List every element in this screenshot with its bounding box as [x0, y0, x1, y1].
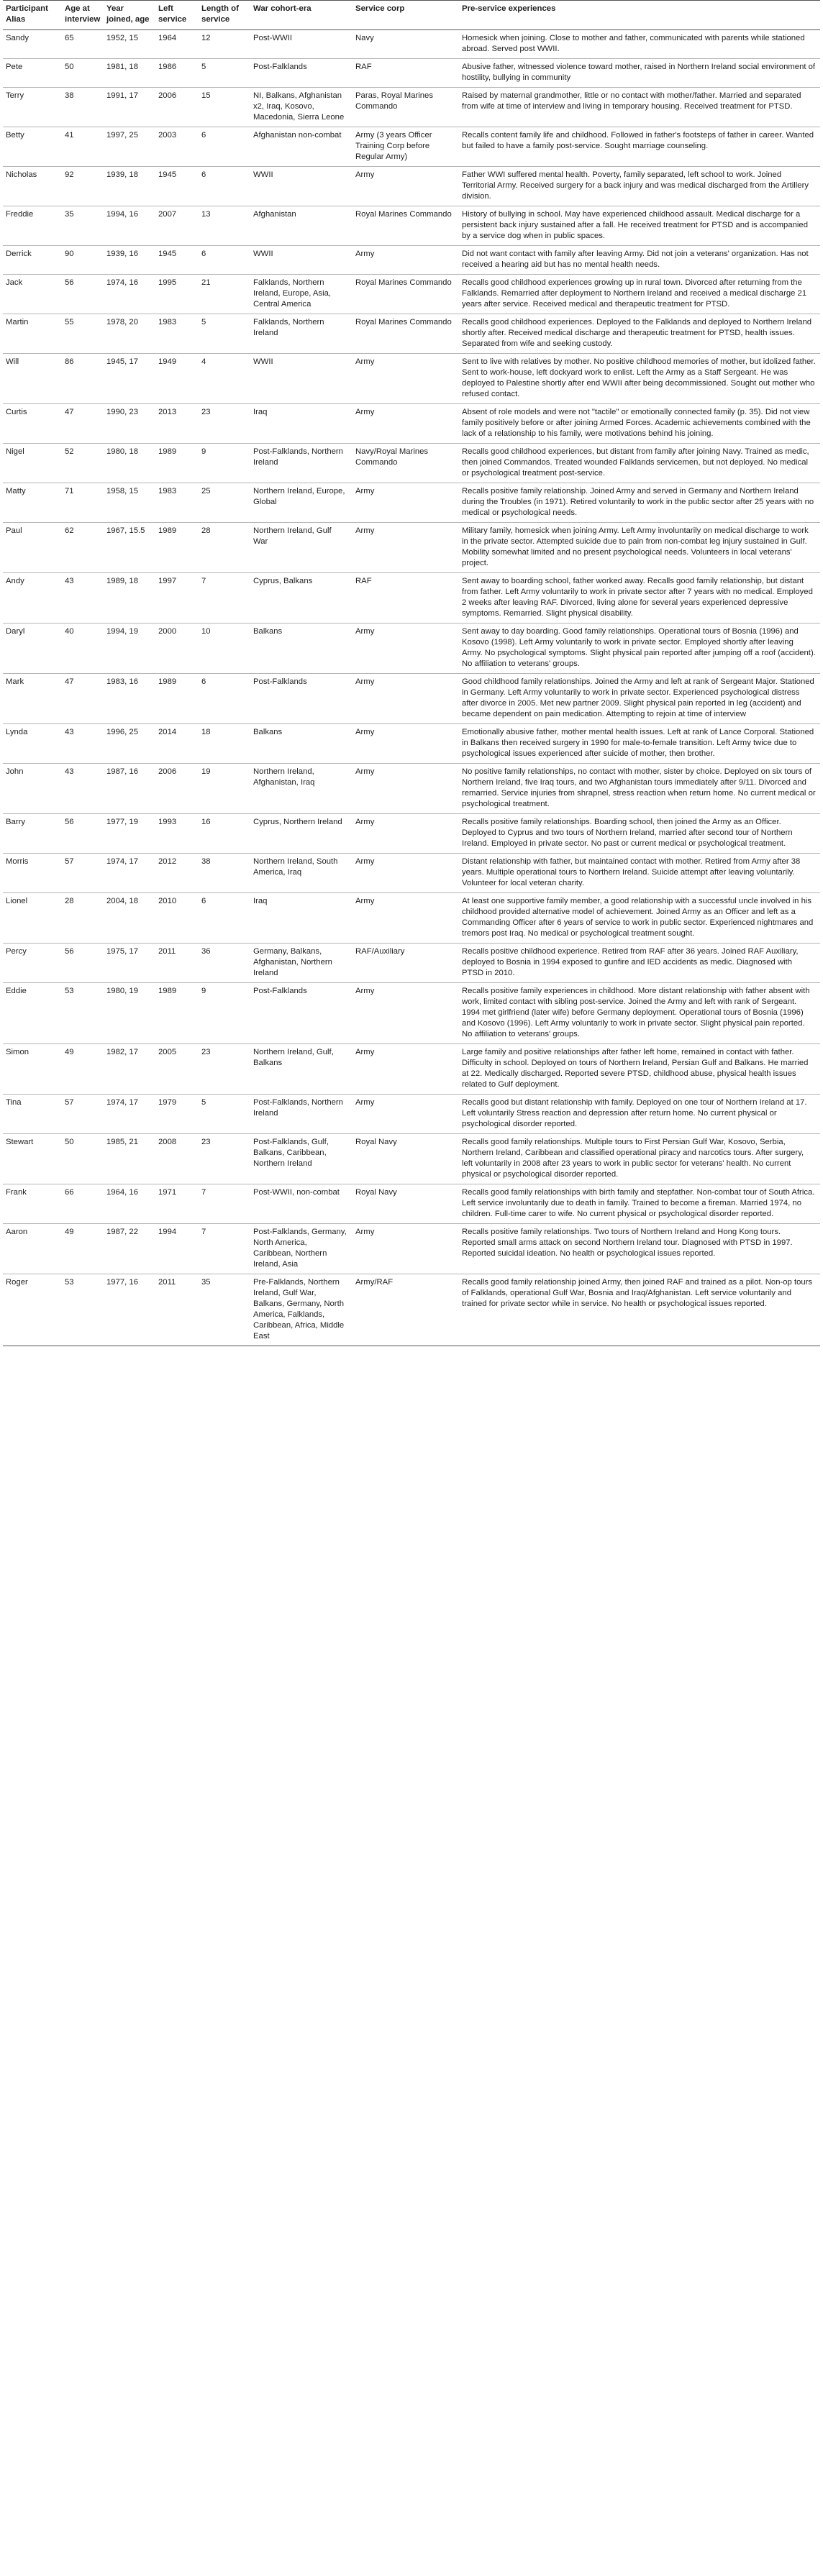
participant-alias-cell: Simon	[3, 1044, 62, 1095]
war-cohort-era-cell: Iraq	[250, 404, 353, 444]
participant-alias-cell: Morris	[3, 854, 62, 893]
service-corp-cell: Royal Marines Commando	[353, 314, 459, 354]
age-at-interview-cell: 56	[62, 944, 104, 983]
left-service-cell: 1986	[155, 59, 199, 88]
length-of-service-cell: 7	[199, 1184, 250, 1224]
age-at-interview-cell: 49	[62, 1224, 104, 1274]
participant-alias-cell: Nicholas	[3, 167, 62, 206]
table-row	[3, 1095, 820, 1134]
pre-service-experiences-cell: Large family and positive relationships after father left home, remained in contact with father. Difficulty in school. Deployed on tours of Northern Ireland, Persian Gulf and Balkans. He married at 22. Medically discharged. Reported severe PTSD, childhood abuse, physical health issues related to Gulf deployment.	[459, 1044, 820, 1095]
table-row	[3, 444, 820, 483]
left-service-cell: 1983	[155, 483, 199, 523]
war-cohort-era-cell: Afghanistan	[250, 206, 353, 246]
service-corp-cell: Royal Marines Commando	[353, 275, 459, 314]
age-at-interview-cell: 28	[62, 893, 104, 944]
table-row	[3, 314, 820, 354]
age-at-interview-cell: 71	[62, 483, 104, 523]
pre-service-experiences-cell: Recalls good but distant relationship with family. Deployed on one tour of Northern Ireland at 17. Left voluntarily Stress reaction and depression after return home. No current physical or psychological disorder reported.	[459, 1095, 820, 1134]
pre-service-experiences-cell: No positive family relationships, no contact with mother, sister by choice. Deployed on six tours of Northern Ireland, five Iraq tours, and two Afghanistan tours immediately after 9/11. Divorced and remarried. Service injuries from shrapnel, stress reaction when return home. No current medical or psychological treatment.	[459, 764, 820, 814]
year-joined-age-cell: 1980, 19	[104, 983, 155, 1044]
pre-service-experiences-cell: History of bullying in school. May have experienced childhood assault. Medical discharge for a persistent back injury sustained after a fall. He received treatment for PTSD and is accompanied by a service dog when in public spaces.	[459, 206, 820, 246]
left-service-cell: 1995	[155, 275, 199, 314]
year-joined-age-cell: 1987, 22	[104, 1224, 155, 1274]
service-corp-cell: RAF	[353, 573, 459, 624]
length-of-service-cell: 6	[199, 674, 250, 724]
year-joined-age-cell: 1974, 17	[104, 854, 155, 893]
year-joined-age-cell: 1991, 17	[104, 88, 155, 127]
length-of-service-cell: 4	[199, 354, 250, 404]
table-row	[3, 814, 820, 854]
participant-alias-cell: Martin	[3, 314, 62, 354]
participant-alias-cell: Terry	[3, 88, 62, 127]
left-service-cell: 1983	[155, 314, 199, 354]
participant-alias-cell: Eddie	[3, 983, 62, 1044]
age-at-interview-cell: 53	[62, 1274, 104, 1346]
age-at-interview-cell: 43	[62, 764, 104, 814]
war-cohort-era-cell: Falklands, Northern Ireland, Europe, Asia, Central America	[250, 275, 353, 314]
service-corp-cell: Army	[353, 893, 459, 944]
table-row	[3, 724, 820, 764]
war-cohort-era-cell: Post-Falklands, Northern Ireland	[250, 1095, 353, 1134]
service-corp-cell: Army	[353, 724, 459, 764]
header-year-joined-age: Year joined, age	[104, 1, 155, 30]
pre-service-experiences-cell: Recalls good family relationships. Multiple tours to First Persian Gulf War, Kosovo, Serbia, Northern Ireland, Caribbean and classified operational piracy and narcotics tours. After surgery, left voluntarily in 2008 after 23 years to work in public sector for veterans' health. No current physical or psychological disorder reported.	[459, 1134, 820, 1184]
left-service-cell: 2014	[155, 724, 199, 764]
age-at-interview-cell: 50	[62, 1134, 104, 1184]
header-service-corp: Service corp	[353, 1, 459, 30]
year-joined-age-cell: 1939, 16	[104, 246, 155, 275]
length-of-service-cell: 23	[199, 404, 250, 444]
war-cohort-era-cell: Pre-Falklands, Northern Ireland, Gulf War, Balkans, Germany, North America, Falklands, Caribbean, Africa, Middle East	[250, 1274, 353, 1346]
participant-alias-cell: Jack	[3, 275, 62, 314]
table-row	[3, 206, 820, 246]
age-at-interview-cell: 38	[62, 88, 104, 127]
table-row	[3, 30, 820, 59]
age-at-interview-cell: 66	[62, 1184, 104, 1224]
table-row	[3, 483, 820, 523]
participant-alias-cell: Barry	[3, 814, 62, 854]
left-service-cell: 2011	[155, 1274, 199, 1346]
length-of-service-cell: 7	[199, 1224, 250, 1274]
war-cohort-era-cell: Post-Falklands, Northern Ireland	[250, 444, 353, 483]
service-corp-cell: Army	[353, 764, 459, 814]
length-of-service-cell: 5	[199, 314, 250, 354]
pre-service-experiences-cell: Emotionally abusive father, mother mental health issues. Left at rank of Lance Corporal. Stationed in Balkans then received surgery in 1990 for male-to-female transition. Left Army twice due to psychological issues experienced after suicide of mother, then brother.	[459, 724, 820, 764]
length-of-service-cell: 36	[199, 944, 250, 983]
left-service-cell: 2005	[155, 1044, 199, 1095]
table-row	[3, 983, 820, 1044]
year-joined-age-cell: 1997, 25	[104, 127, 155, 167]
war-cohort-era-cell: Iraq	[250, 893, 353, 944]
length-of-service-cell: 35	[199, 1274, 250, 1346]
participant-alias-cell: Matty	[3, 483, 62, 523]
table-body	[3, 30, 820, 1346]
pre-service-experiences-cell: Military family, homesick when joining Army. Left Army involuntarily on medical discharge to work in the private sector. Attempted suicide due to pain from non-combat leg injury sustained in Gulf. Mobility somewhat limited and no present psychological needs. Volunteers in local veterans' project.	[459, 523, 820, 573]
war-cohort-era-cell: Post-Falklands	[250, 674, 353, 724]
year-joined-age-cell: 1983, 16	[104, 674, 155, 724]
table-row	[3, 1134, 820, 1184]
left-service-cell: 1949	[155, 354, 199, 404]
participant-alias-cell: Derrick	[3, 246, 62, 275]
pre-service-experiences-cell: Raised by maternal grandmother, little or no contact with mother/father. Married and separated from wife at time of interview and living in temporary housing. Received treatment for PTSD.	[459, 88, 820, 127]
table-row	[3, 1044, 820, 1095]
year-joined-age-cell: 1952, 15	[104, 30, 155, 59]
length-of-service-cell: 9	[199, 983, 250, 1044]
length-of-service-cell: 5	[199, 59, 250, 88]
left-service-cell: 1964	[155, 30, 199, 59]
length-of-service-cell: 6	[199, 893, 250, 944]
year-joined-age-cell: 1989, 18	[104, 573, 155, 624]
length-of-service-cell: 13	[199, 206, 250, 246]
year-joined-age-cell: 1958, 15	[104, 483, 155, 523]
age-at-interview-cell: 65	[62, 30, 104, 59]
age-at-interview-cell: 92	[62, 167, 104, 206]
header-pre-service-experiences: Pre-service experiences	[459, 1, 820, 30]
service-corp-cell: Paras, Royal Marines Commando	[353, 88, 459, 127]
length-of-service-cell: 6	[199, 127, 250, 167]
left-service-cell: 1971	[155, 1184, 199, 1224]
service-corp-cell: Navy	[353, 30, 459, 59]
age-at-interview-cell: 57	[62, 1095, 104, 1134]
service-corp-cell: Army	[353, 1224, 459, 1274]
left-service-cell: 2008	[155, 1134, 199, 1184]
header-left-service: Left service	[155, 1, 199, 30]
participant-alias-cell: Roger	[3, 1274, 62, 1346]
participant-alias-cell: John	[3, 764, 62, 814]
year-joined-age-cell: 1939, 18	[104, 167, 155, 206]
length-of-service-cell: 18	[199, 724, 250, 764]
service-corp-cell: Army	[353, 1095, 459, 1134]
participants-table	[3, 0, 820, 1346]
participant-alias-cell: Mark	[3, 674, 62, 724]
length-of-service-cell: 12	[199, 30, 250, 59]
table-row	[3, 88, 820, 127]
table-row	[3, 59, 820, 88]
year-joined-age-cell: 1964, 16	[104, 1184, 155, 1224]
participant-alias-cell: Aaron	[3, 1224, 62, 1274]
age-at-interview-cell: 43	[62, 724, 104, 764]
participant-alias-cell: Tina	[3, 1095, 62, 1134]
pre-service-experiences-cell: Sent to live with relatives by mother. No positive childhood memories of mother, but idolized father. Sent to work-house, left dockyard work to enlist. Left the Army as a Staff Sergeant. He was deployed to Palestine shortly after end WWII after being decommissioned. Sought out mother who refused contact.	[459, 354, 820, 404]
service-corp-cell: Army	[353, 404, 459, 444]
table-row	[3, 1274, 820, 1346]
service-corp-cell: Royal Navy	[353, 1184, 459, 1224]
left-service-cell: 2006	[155, 88, 199, 127]
header-participant-alias: Participant Alias	[3, 1, 62, 30]
war-cohort-era-cell: Cyprus, Balkans	[250, 573, 353, 624]
year-joined-age-cell: 1981, 18	[104, 59, 155, 88]
war-cohort-era-cell: WWII	[250, 354, 353, 404]
age-at-interview-cell: 56	[62, 814, 104, 854]
left-service-cell: 2003	[155, 127, 199, 167]
service-corp-cell: Army	[353, 1044, 459, 1095]
war-cohort-era-cell: Post-Falklands	[250, 983, 353, 1044]
pre-service-experiences-cell: Absent of role models and were not "tactile" or emotionally connected family (p. 35). Did not view family positively before or after joining Armed Forces. Academic achievements combined with the lack of a relationship to his family, were motivations behind his joining.	[459, 404, 820, 444]
left-service-cell: 1989	[155, 523, 199, 573]
war-cohort-era-cell: Northern Ireland, Gulf, Balkans	[250, 1044, 353, 1095]
table-row	[3, 1184, 820, 1224]
service-corp-cell: Army (3 years Officer Training Corp before Regular Army)	[353, 127, 459, 167]
year-joined-age-cell: 1982, 17	[104, 1044, 155, 1095]
left-service-cell: 1997	[155, 573, 199, 624]
pre-service-experiences-cell: Recalls good family relationship joined Army, then joined RAF and trained as a pilot. Non-op tours of Falklands, operational Gulf War, Bosnia and Iraq/Afghanistan. Left service voluntarily and trained for private sector while in service. No health or psychological issues reported.	[459, 1274, 820, 1346]
pre-service-experiences-cell: At least one supportive family member, a good relationship with a successful uncle involved in his childhood provided alternative model of achievement. Joined Army as an Officer and left as a Commanding Officer after 6 years of service to work in public sector. Experienced nightmares and tremors post Iraq. No medical or psychological treatment sought.	[459, 893, 820, 944]
year-joined-age-cell: 1994, 19	[104, 624, 155, 674]
pre-service-experiences-cell: Recalls positive family relationships. Two tours of Northern Ireland and Hong Kong tours. Reported small arms attack on second Northern Ireland tour. Diagnosed with PTSD in 1997. Reported suicidal ideation. No health or psychological issues reported.	[459, 1224, 820, 1274]
length-of-service-cell: 28	[199, 523, 250, 573]
left-service-cell: 1993	[155, 814, 199, 854]
year-joined-age-cell: 1996, 25	[104, 724, 155, 764]
year-joined-age-cell: 1974, 17	[104, 1095, 155, 1134]
war-cohort-era-cell: Post-WWII	[250, 30, 353, 59]
service-corp-cell: Army	[353, 167, 459, 206]
war-cohort-era-cell: Northern Ireland, Afghanistan, Iraq	[250, 764, 353, 814]
pre-service-experiences-cell: Sent away to day boarding. Good family relationships. Operational tours of Bosnia (1996) and Kosovo (1998). Left Army voluntarily to work in private sector. Employed shortly after leaving Army. No psychological symptoms. Slight physical pain reported after jumping off a roof (accident). No affiliation to veterans' groups.	[459, 624, 820, 674]
service-corp-cell: RAF/Auxiliary	[353, 944, 459, 983]
header-age-at-interview: Age at interview	[62, 1, 104, 30]
pre-service-experiences-cell: Recalls positive family relationships. Boarding school, then joined the Army as an Officer. Deployed to Cyprus and two tours of Northern Ireland, married after second tour of Northern Ireland. Employed in private sector. No past or current medical or psychological treatment.	[459, 814, 820, 854]
length-of-service-cell: 38	[199, 854, 250, 893]
service-corp-cell: Army	[353, 624, 459, 674]
length-of-service-cell: 7	[199, 573, 250, 624]
war-cohort-era-cell: Post-WWII, non-combat	[250, 1184, 353, 1224]
service-corp-cell: Navy/Royal Marines Commando	[353, 444, 459, 483]
length-of-service-cell: 6	[199, 167, 250, 206]
participant-alias-cell: Lionel	[3, 893, 62, 944]
table-row	[3, 1224, 820, 1274]
war-cohort-era-cell: Cyprus, Northern Ireland	[250, 814, 353, 854]
table-row	[3, 523, 820, 573]
table-row	[3, 354, 820, 404]
age-at-interview-cell: 52	[62, 444, 104, 483]
age-at-interview-cell: 40	[62, 624, 104, 674]
war-cohort-era-cell: Post-Falklands, Gulf, Balkans, Caribbean, Northern Ireland	[250, 1134, 353, 1184]
year-joined-age-cell: 1945, 17	[104, 354, 155, 404]
left-service-cell: 1989	[155, 674, 199, 724]
length-of-service-cell: 15	[199, 88, 250, 127]
age-at-interview-cell: 86	[62, 354, 104, 404]
length-of-service-cell: 19	[199, 764, 250, 814]
participant-alias-cell: Curtis	[3, 404, 62, 444]
service-corp-cell: Army	[353, 854, 459, 893]
participant-alias-cell: Freddie	[3, 206, 62, 246]
table-header-row	[3, 1, 820, 30]
participant-alias-cell: Betty	[3, 127, 62, 167]
left-service-cell: 2000	[155, 624, 199, 674]
pre-service-experiences-cell: Sent away to boarding school, father worked away. Recalls good family relationship, but distant from father. Left Army voluntarily to work in private sector after 7 years with no medical. Employed 2 weeks after leaving RAF. Divorced, living alone for several years experienced depressive symptoms. Remarried. Slight physical disability.	[459, 573, 820, 624]
age-at-interview-cell: 57	[62, 854, 104, 893]
left-service-cell: 1989	[155, 444, 199, 483]
pre-service-experiences-cell: Recalls positive family relationship. Joined Army and served in Germany and Northern Ireland during the Troubles (in 1971). Retired voluntarily to work in the public sector after 25 years with no medical or psychological needs.	[459, 483, 820, 523]
year-joined-age-cell: 1967, 15.5	[104, 523, 155, 573]
pre-service-experiences-cell: Recalls good childhood experiences. Deployed to the Falklands and deployed to Northern Ireland shortly after. Received medical discharge and therapeutic treatment for PTSD, health issues. Separated from wife and seeking custody.	[459, 314, 820, 354]
war-cohort-era-cell: Afghanistan non-combat	[250, 127, 353, 167]
table-row	[3, 854, 820, 893]
age-at-interview-cell: 47	[62, 404, 104, 444]
participant-alias-cell: Nigel	[3, 444, 62, 483]
length-of-service-cell: 10	[199, 624, 250, 674]
war-cohort-era-cell: Balkans	[250, 724, 353, 764]
left-service-cell: 2013	[155, 404, 199, 444]
year-joined-age-cell: 1985, 21	[104, 1134, 155, 1184]
participant-alias-cell: Pete	[3, 59, 62, 88]
age-at-interview-cell: 50	[62, 59, 104, 88]
pre-service-experiences-cell: Father WWI suffered mental health. Poverty, family separated, left school to work. Joined Territorial Army. Received surgery for a back injury and was medical discharged from the Artillery division.	[459, 167, 820, 206]
left-service-cell: 2011	[155, 944, 199, 983]
service-corp-cell: Army	[353, 674, 459, 724]
pre-service-experiences-cell: Homesick when joining. Close to mother and father, communicated with parents while stationed abroad. Served post WWII.	[459, 30, 820, 59]
service-corp-cell: RAF	[353, 59, 459, 88]
table-row	[3, 764, 820, 814]
table-row	[3, 944, 820, 983]
participant-alias-cell: Andy	[3, 573, 62, 624]
left-service-cell: 1945	[155, 167, 199, 206]
table-row	[3, 893, 820, 944]
left-service-cell: 2006	[155, 764, 199, 814]
service-corp-cell: Army/RAF	[353, 1274, 459, 1346]
age-at-interview-cell: 62	[62, 523, 104, 573]
participant-alias-cell: Sandy	[3, 30, 62, 59]
left-service-cell: 1989	[155, 983, 199, 1044]
length-of-service-cell: 6	[199, 246, 250, 275]
war-cohort-era-cell: NI, Balkans, Afghanistan x2, Iraq, Kosovo, Macedonia, Sierra Leone	[250, 88, 353, 127]
service-corp-cell: Army	[353, 814, 459, 854]
year-joined-age-cell: 1978, 20	[104, 314, 155, 354]
war-cohort-era-cell: Northern Ireland, Gulf War	[250, 523, 353, 573]
war-cohort-era-cell: Balkans	[250, 624, 353, 674]
age-at-interview-cell: 43	[62, 573, 104, 624]
war-cohort-era-cell: Falklands, Northern Ireland	[250, 314, 353, 354]
service-corp-cell: Royal Marines Commando	[353, 206, 459, 246]
header-length-of-service: Length of service	[199, 1, 250, 30]
participant-alias-cell: Stewart	[3, 1134, 62, 1184]
table-row	[3, 246, 820, 275]
year-joined-age-cell: 1994, 16	[104, 206, 155, 246]
participant-alias-cell: Will	[3, 354, 62, 404]
table-row	[3, 624, 820, 674]
age-at-interview-cell: 53	[62, 983, 104, 1044]
left-service-cell: 2007	[155, 206, 199, 246]
length-of-service-cell: 16	[199, 814, 250, 854]
pre-service-experiences-cell: Recalls good family relationships with birth family and stepfather. Non-combat tour of South Africa. Left service involuntarily due to death in family. Trained to become a fireman. Married 1974, no children. Full-time carer to wife. No current physical or psychological disorder reported.	[459, 1184, 820, 1224]
length-of-service-cell: 23	[199, 1134, 250, 1184]
year-joined-age-cell: 1990, 23	[104, 404, 155, 444]
war-cohort-era-cell: Post-Falklands	[250, 59, 353, 88]
pre-service-experiences-cell: Abusive father, witnessed violence toward mother, raised in Northern Ireland social environment of hostility, bullying in community	[459, 59, 820, 88]
year-joined-age-cell: 1977, 16	[104, 1274, 155, 1346]
service-corp-cell: Army	[353, 523, 459, 573]
participant-alias-cell: Paul	[3, 523, 62, 573]
pre-service-experiences-cell: Distant relationship with father, but maintained contact with mother. Retired from Army after 38 years. Multiple operational tours to Northern Ireland. Suicide attempt after leaving voluntarily. Volunteer for local veteran charity.	[459, 854, 820, 893]
left-service-cell: 1979	[155, 1095, 199, 1134]
left-service-cell: 1994	[155, 1224, 199, 1274]
table-row	[3, 404, 820, 444]
age-at-interview-cell: 47	[62, 674, 104, 724]
age-at-interview-cell: 56	[62, 275, 104, 314]
age-at-interview-cell: 35	[62, 206, 104, 246]
war-cohort-era-cell: Germany, Balkans, Afghanistan, Northern Ireland	[250, 944, 353, 983]
age-at-interview-cell: 41	[62, 127, 104, 167]
service-corp-cell: Army	[353, 354, 459, 404]
left-service-cell: 2012	[155, 854, 199, 893]
service-corp-cell: Royal Navy	[353, 1134, 459, 1184]
table-row	[3, 167, 820, 206]
service-corp-cell: Army	[353, 983, 459, 1044]
header-war-cohort-era: War cohort-era	[250, 1, 353, 30]
service-corp-cell: Army	[353, 483, 459, 523]
year-joined-age-cell: 1975, 17	[104, 944, 155, 983]
age-at-interview-cell: 90	[62, 246, 104, 275]
participant-alias-cell: Lynda	[3, 724, 62, 764]
table-row	[3, 127, 820, 167]
war-cohort-era-cell: WWII	[250, 246, 353, 275]
war-cohort-era-cell: Northern Ireland, South America, Iraq	[250, 854, 353, 893]
participant-alias-cell: Daryl	[3, 624, 62, 674]
war-cohort-era-cell: Northern Ireland, Europe, Global	[250, 483, 353, 523]
year-joined-age-cell: 1980, 18	[104, 444, 155, 483]
year-joined-age-cell: 2004, 18	[104, 893, 155, 944]
pre-service-experiences-cell: Recalls positive family experiences in childhood. More distant relationship with father absent with work, limited contact with sibling post-service. Joined the Army and left with rank of Sergeant. 1994 met girlfriend (later wife) before Germany deployment. Operational tours of Bosnia (1996) and Kosovo (1996). Left Army voluntarily to work in private sector. Slight physical pain reported. No affiliation to veterans' groups.	[459, 983, 820, 1044]
war-cohort-era-cell: Post-Falklands, Germany, North America, Caribbean, Northern Ireland, Asia	[250, 1224, 353, 1274]
table-row	[3, 674, 820, 724]
pre-service-experiences-cell: Did not want contact with family after leaving Army. Did not join a veterans' organization. Has not received a hearing aid but has no mental health needs.	[459, 246, 820, 275]
age-at-interview-cell: 49	[62, 1044, 104, 1095]
table-row	[3, 573, 820, 624]
left-service-cell: 1945	[155, 246, 199, 275]
pre-service-experiences-cell: Good childhood family relationships. Joined the Army and left at rank of Sergeant Major. Stationed in Germany. Left Army voluntarily to work in private sector. Experienced psychological distress after divorce in 2005. Met new partner 2009. Slight physical pain reported in leg (accident) and became dependent on pain medication. Attempting to rejoin at time of interview	[459, 674, 820, 724]
pre-service-experiences-cell: Recalls content family life and childhood. Followed in father's footsteps of father in career. Wanted but failed to have a family post-service. Sought marriage counseling.	[459, 127, 820, 167]
length-of-service-cell: 9	[199, 444, 250, 483]
table-row	[3, 275, 820, 314]
war-cohort-era-cell: WWII	[250, 167, 353, 206]
participant-alias-cell: Frank	[3, 1184, 62, 1224]
age-at-interview-cell: 55	[62, 314, 104, 354]
pre-service-experiences-cell: Recalls good childhood experiences, but distant from family after joining Navy. Trained as medic, then joined Commandos. Treated wounded Falklands servicemen, but not deployed. No medical or psychological treatment post-service.	[459, 444, 820, 483]
year-joined-age-cell: 1987, 16	[104, 764, 155, 814]
service-corp-cell: Army	[353, 246, 459, 275]
participant-alias-cell: Percy	[3, 944, 62, 983]
length-of-service-cell: 21	[199, 275, 250, 314]
length-of-service-cell: 23	[199, 1044, 250, 1095]
pre-service-experiences-cell: Recalls positive childhood experience. Retired from RAF after 36 years. Joined RAF Auxiliary, deployed to Bosnia in 1994 exposed to gunfire and IED accidents as medic. Diagnosed with PTSD in 2010.	[459, 944, 820, 983]
year-joined-age-cell: 1974, 16	[104, 275, 155, 314]
length-of-service-cell: 25	[199, 483, 250, 523]
year-joined-age-cell: 1977, 19	[104, 814, 155, 854]
pre-service-experiences-cell: Recalls good childhood experiences growing up in rural town. Divorced after returning from the Falklands. Remarried after deployment to Northern Ireland and received a medical discharge 21 years after service. Received medical and therapeutic treatment for PTSD.	[459, 275, 820, 314]
left-service-cell: 2010	[155, 893, 199, 944]
length-of-service-cell: 5	[199, 1095, 250, 1134]
